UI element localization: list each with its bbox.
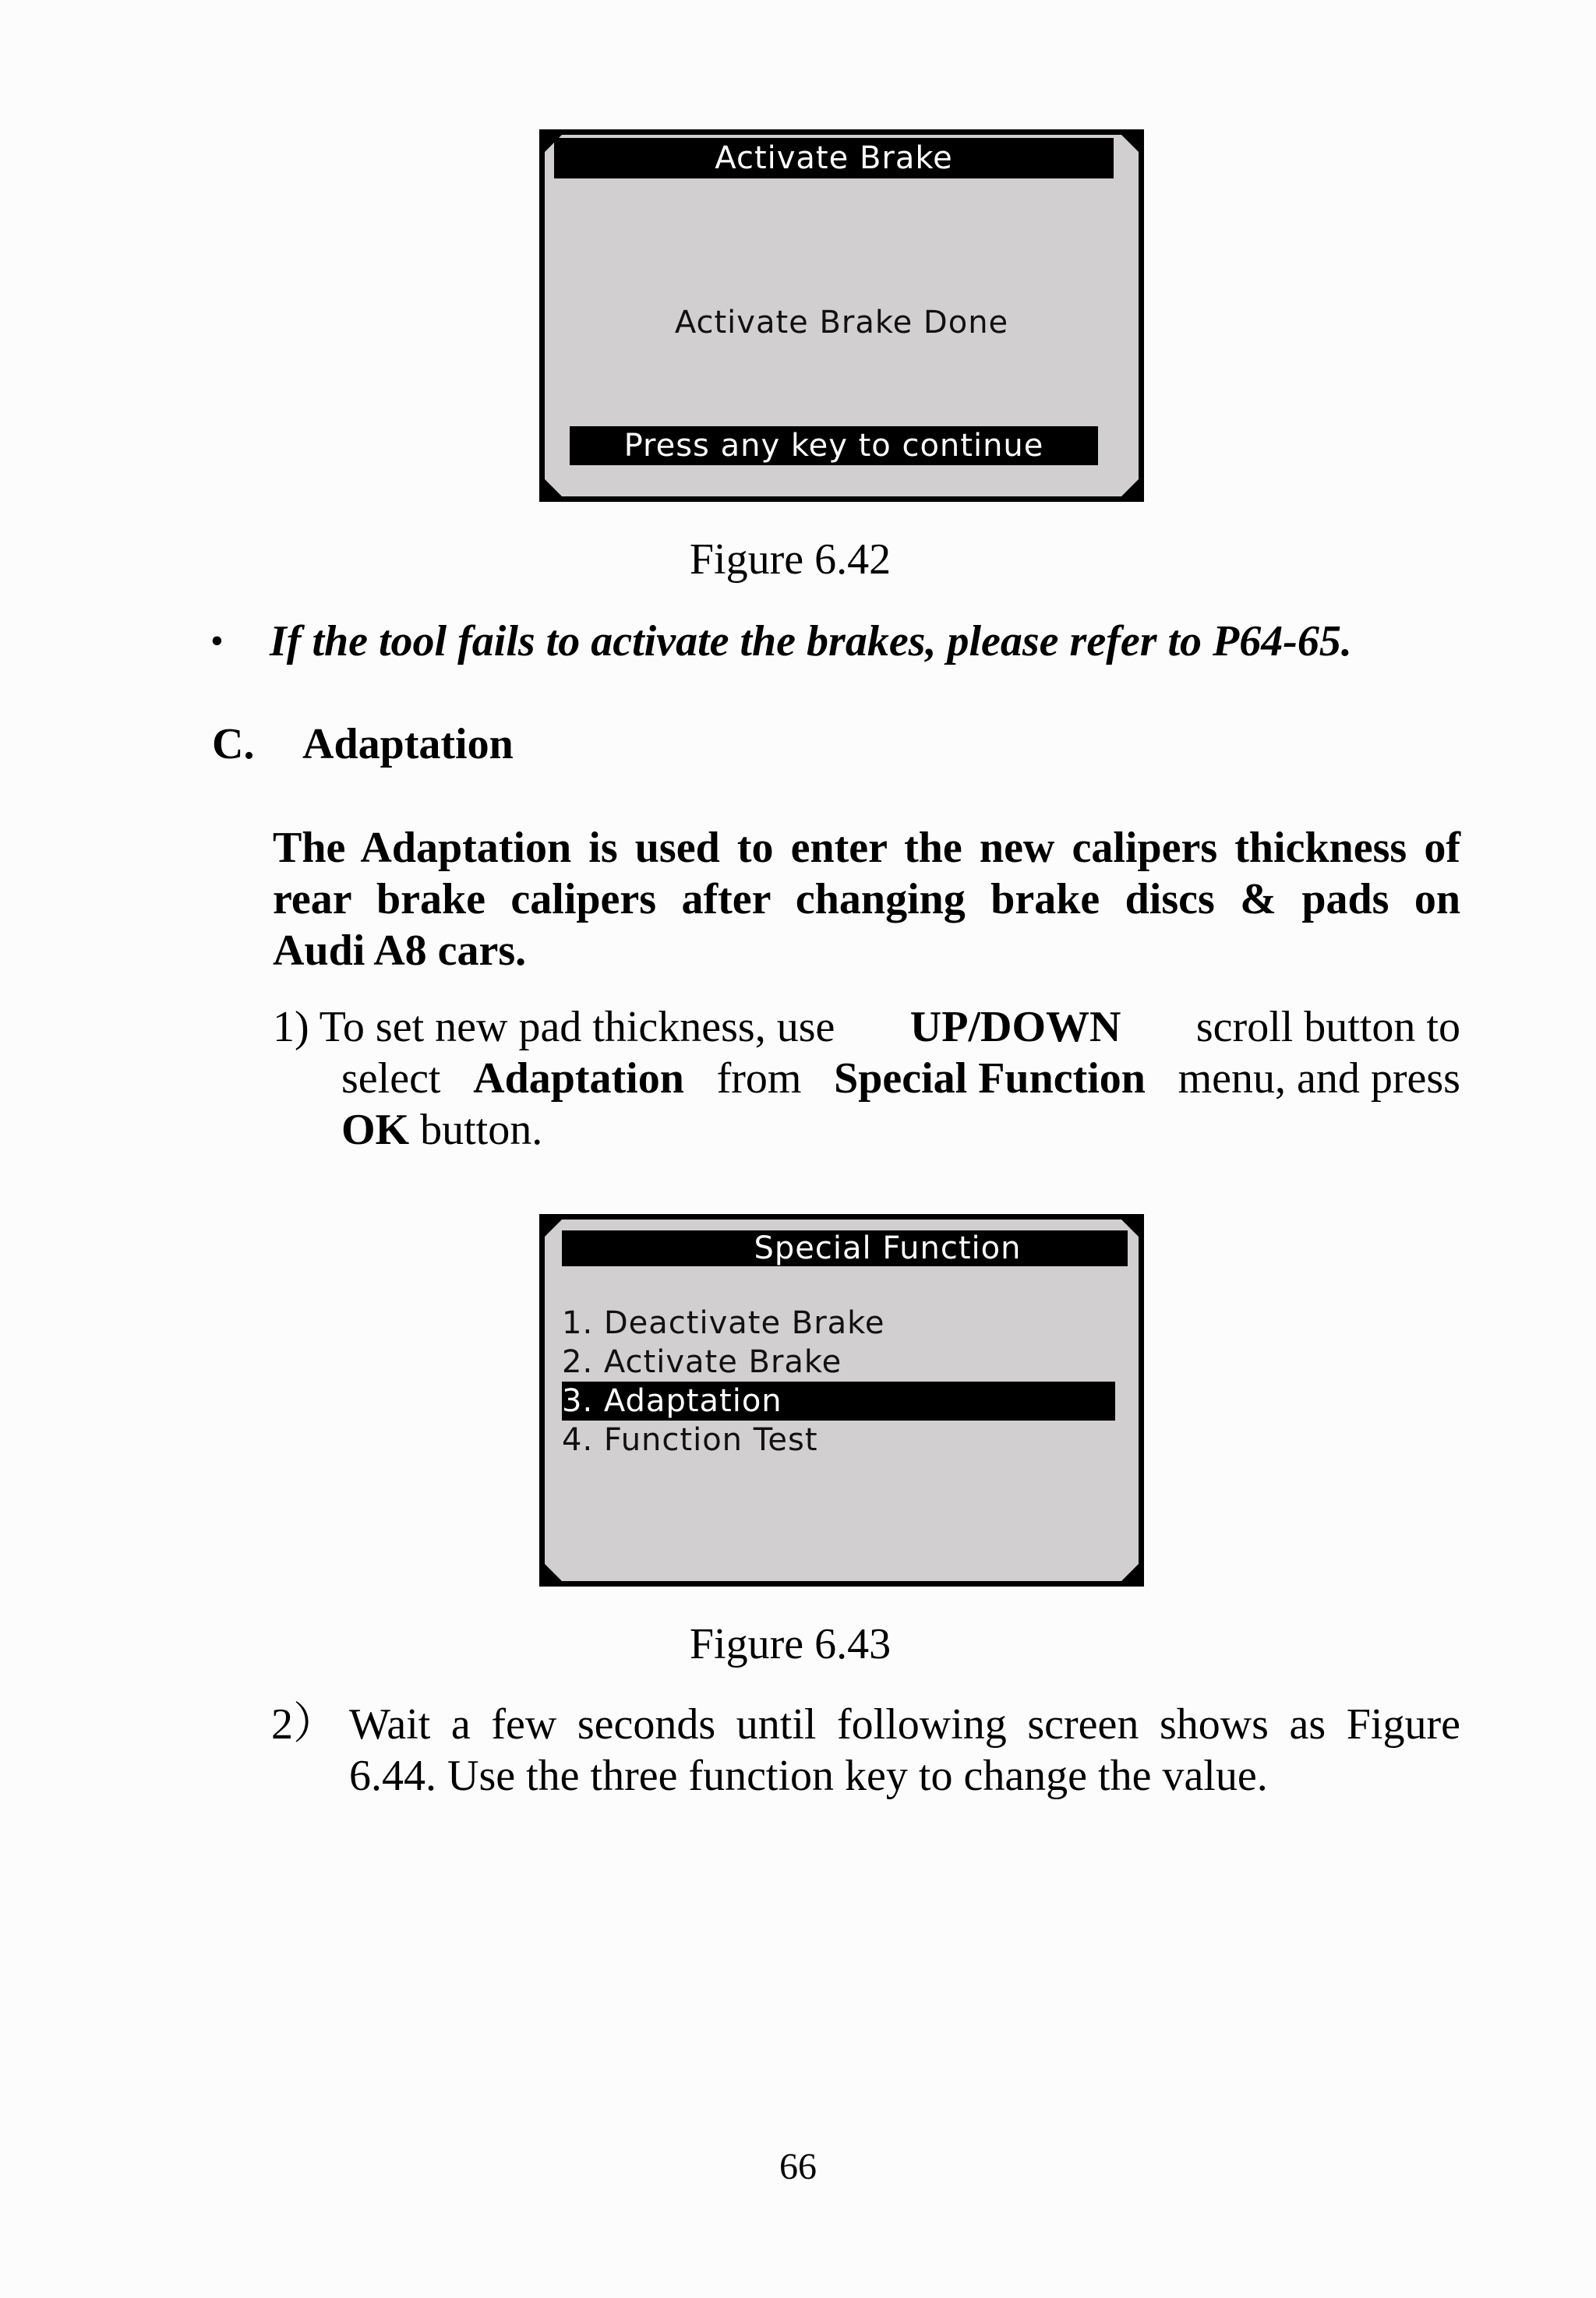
step1-text: button. (420, 1106, 543, 1154)
continue-prompt[interactable] (570, 426, 1098, 465)
screen-corner (1121, 1564, 1139, 1581)
intro-line: Audi A8 cars. (273, 927, 527, 975)
figure-caption: Figure 6.42 (689, 535, 892, 584)
step1-line (341, 1104, 542, 1156)
section-title: Adaptation (302, 720, 514, 768)
intro-line: The Adaptation is used to enter the new calipers thickness of (273, 824, 1460, 872)
step1-line (341, 1053, 1460, 1104)
step2-line: 6.44. Use the three function key to change the value. (349, 1752, 1268, 1800)
screen-corner (545, 1220, 562, 1237)
section-letter: C. (212, 720, 255, 768)
step2-number: 2） (271, 1700, 337, 1749)
step1-text: menu, and press (1178, 1054, 1460, 1103)
screen-corner (1121, 479, 1139, 496)
step1-text: scroll button to (1195, 1003, 1460, 1051)
intro-line: rear brake calipers after changing brake discs & pads on (273, 875, 1460, 923)
menu-item-selected[interactable]: 3. Adaptation (562, 1382, 1115, 1421)
activate-brake-screen (539, 129, 1144, 502)
screen-corner (545, 479, 562, 496)
step2-line: Wait a few seconds until following screen shows as Figure (349, 1700, 1460, 1749)
step1-keyword: Special Function (834, 1054, 1146, 1103)
menu-list (562, 1304, 1115, 1460)
screen-title-bar (562, 1230, 1128, 1266)
figure-caption: Figure 6.43 (689, 1620, 892, 1668)
step1-text: 1) To set new pad thickness, use (273, 1003, 835, 1051)
note-text: If the tool fails to activate the brakes, please refer to P64-65. (270, 617, 1352, 665)
step1-text: from (716, 1054, 802, 1103)
screen-title-bar (554, 138, 1114, 178)
menu-item[interactable]: 2. Activate Brake (562, 1344, 842, 1380)
menu-item[interactable]: 1. Deactivate Brake (562, 1305, 885, 1341)
step1-keyword: Adaptation (473, 1054, 684, 1103)
menu-item[interactable]: 4. Function Test (562, 1422, 818, 1458)
screen-title: Special Function (754, 1230, 1022, 1266)
special-function-screen (539, 1214, 1144, 1587)
step1-keyword: UP/DOWN (909, 1003, 1121, 1051)
screen-corner (1121, 135, 1139, 152)
bullet-icon: • (210, 620, 224, 662)
screen-corner (545, 1564, 562, 1581)
step1-line (273, 1001, 1460, 1053)
status-message: Activate Brake Done (674, 305, 1009, 341)
step1-text: select (341, 1054, 441, 1103)
continue-prompt-label: Press any key to continue (623, 428, 1044, 464)
step1-keyword: OK (341, 1106, 410, 1154)
page-number: 66 (779, 2146, 817, 2187)
screen-title: Activate Brake (715, 140, 953, 176)
